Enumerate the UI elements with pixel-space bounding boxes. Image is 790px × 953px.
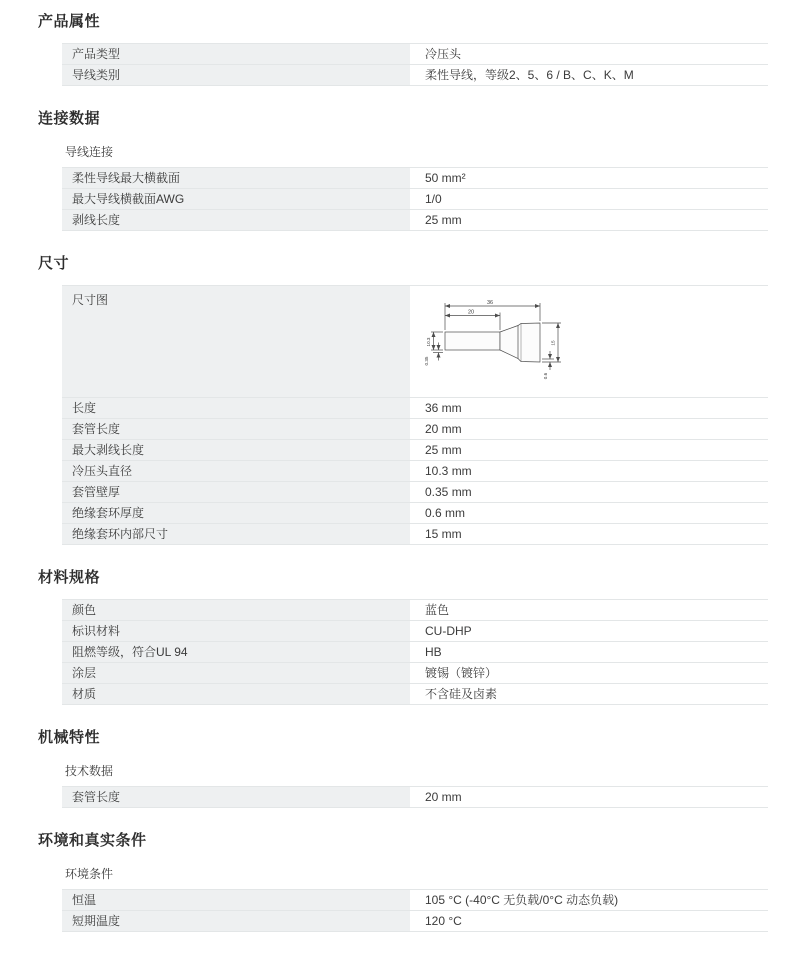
table-row xyxy=(62,524,768,545)
spec-label: 套管壁厚 xyxy=(62,482,410,502)
spec-value: 冷压头 xyxy=(425,47,462,61)
spec-label: 标识材料 xyxy=(62,621,410,641)
spec-value: 1/0 xyxy=(425,192,442,206)
section-dimensions xyxy=(38,252,768,545)
spec-label: 绝缘套环厚度 xyxy=(62,503,410,523)
spec-label: 套管长度 xyxy=(62,419,410,439)
subsection-title: 导线连接 xyxy=(65,145,114,159)
section-title: 环境和真实条件 xyxy=(38,832,147,849)
spec-value: HB xyxy=(425,645,442,659)
spec-value: 25 mm xyxy=(425,213,462,227)
spec-label: 颜色 xyxy=(62,600,410,620)
spec-label: 冷压头直径 xyxy=(62,461,410,481)
dim-label-overall-length: 36 xyxy=(486,300,494,306)
dim-label-sleeve-length: 20 xyxy=(467,309,475,316)
spec-value: 不含硅及卤素 xyxy=(425,687,498,701)
spec-value: 10.3 mm xyxy=(425,464,472,478)
spec-label: 柔性导线最大横截面 xyxy=(62,168,410,188)
spec-label: 涂层 xyxy=(62,663,410,683)
subsection-title: 技术数据 xyxy=(65,764,114,778)
section-title: 机械特性 xyxy=(38,729,101,746)
section-title: 产品属性 xyxy=(38,13,101,30)
dimension-figure-cell xyxy=(410,286,768,397)
spec-value: 120 °C xyxy=(425,914,462,928)
spec-label: 最大剥线长度 xyxy=(62,440,410,460)
section-connection-data xyxy=(38,107,768,231)
spec-value: 20 mm xyxy=(425,790,462,804)
spec-label: 绝缘套环内部尺寸 xyxy=(62,524,410,544)
spec-table xyxy=(62,786,768,808)
table-row xyxy=(62,398,768,419)
dim-label-wall-thickness: 0.35 xyxy=(424,356,429,366)
table-row xyxy=(62,911,768,932)
spec-label: 恒温 xyxy=(62,890,410,910)
table-row xyxy=(62,503,768,524)
section-title: 尺寸 xyxy=(38,255,70,272)
spec-value: 25 mm xyxy=(425,443,462,457)
spec-value: 柔性导线，等级2、5、6 / B、C、K、M xyxy=(425,68,634,82)
spec-table xyxy=(62,285,768,545)
spec-table xyxy=(62,599,768,705)
table-row xyxy=(62,663,768,684)
table-row xyxy=(62,642,768,663)
dim-label-collar-thickness: 0.6 xyxy=(543,372,548,380)
spec-table xyxy=(62,889,768,932)
table-row xyxy=(62,621,768,642)
spec-label: 最大导线横截面AWG xyxy=(62,189,410,209)
spec-value: 20 mm xyxy=(425,422,462,436)
dim-label-diameter: 10.3 xyxy=(426,337,431,347)
spec-label: 长度 xyxy=(62,398,410,418)
dim-label-collar-size: 15 xyxy=(550,340,556,346)
ferrule-dimension-drawing xyxy=(420,295,585,390)
spec-value: 15 mm xyxy=(425,527,462,541)
spec-value: 0.6 mm xyxy=(425,506,466,520)
subsection-title: 环境条件 xyxy=(65,867,114,881)
table-row xyxy=(62,684,768,705)
section-mechanical-properties xyxy=(38,726,768,808)
spec-table xyxy=(62,43,768,86)
spec-label: 套管长度 xyxy=(62,787,410,807)
spec-label: 材质 xyxy=(62,684,410,704)
section-material-specs xyxy=(38,566,768,705)
table-row xyxy=(62,168,768,189)
spec-value: 105 °C (-40°C 无负载/0°C 动态负载) xyxy=(425,893,619,907)
spec-label: 导线类别 xyxy=(62,65,410,85)
section-title: 材料规格 xyxy=(38,569,101,586)
table-row xyxy=(62,461,768,482)
spec-label: 产品类型 xyxy=(62,44,410,64)
table-row xyxy=(62,210,768,231)
table-row xyxy=(62,65,768,86)
dimension-figure-row xyxy=(62,286,768,398)
spec-value: 36 mm xyxy=(425,401,462,415)
section-product-attributes xyxy=(38,10,768,86)
table-row xyxy=(62,600,768,621)
spec-value: 蓝色 xyxy=(425,603,450,617)
spec-label: 短期温度 xyxy=(62,911,410,931)
table-row xyxy=(62,440,768,461)
table-row xyxy=(62,787,768,808)
spec-value: 50 mm² xyxy=(425,171,466,185)
table-row xyxy=(62,189,768,210)
section-environmental-conditions xyxy=(38,829,768,932)
spec-value: 镀锡（镀锌） xyxy=(425,666,498,680)
spec-value: CU-DHP xyxy=(425,624,472,638)
table-row xyxy=(62,419,768,440)
spec-label: 阻燃等级，符合UL 94 xyxy=(62,642,410,662)
table-row xyxy=(62,890,768,911)
table-row xyxy=(62,44,768,65)
spec-label: 尺寸图 xyxy=(62,286,410,397)
spec-table xyxy=(62,167,768,231)
section-title: 连接数据 xyxy=(38,110,101,127)
spec-label: 剥线长度 xyxy=(62,210,410,230)
table-row xyxy=(62,482,768,503)
spec-value: 0.35 mm xyxy=(425,485,472,499)
